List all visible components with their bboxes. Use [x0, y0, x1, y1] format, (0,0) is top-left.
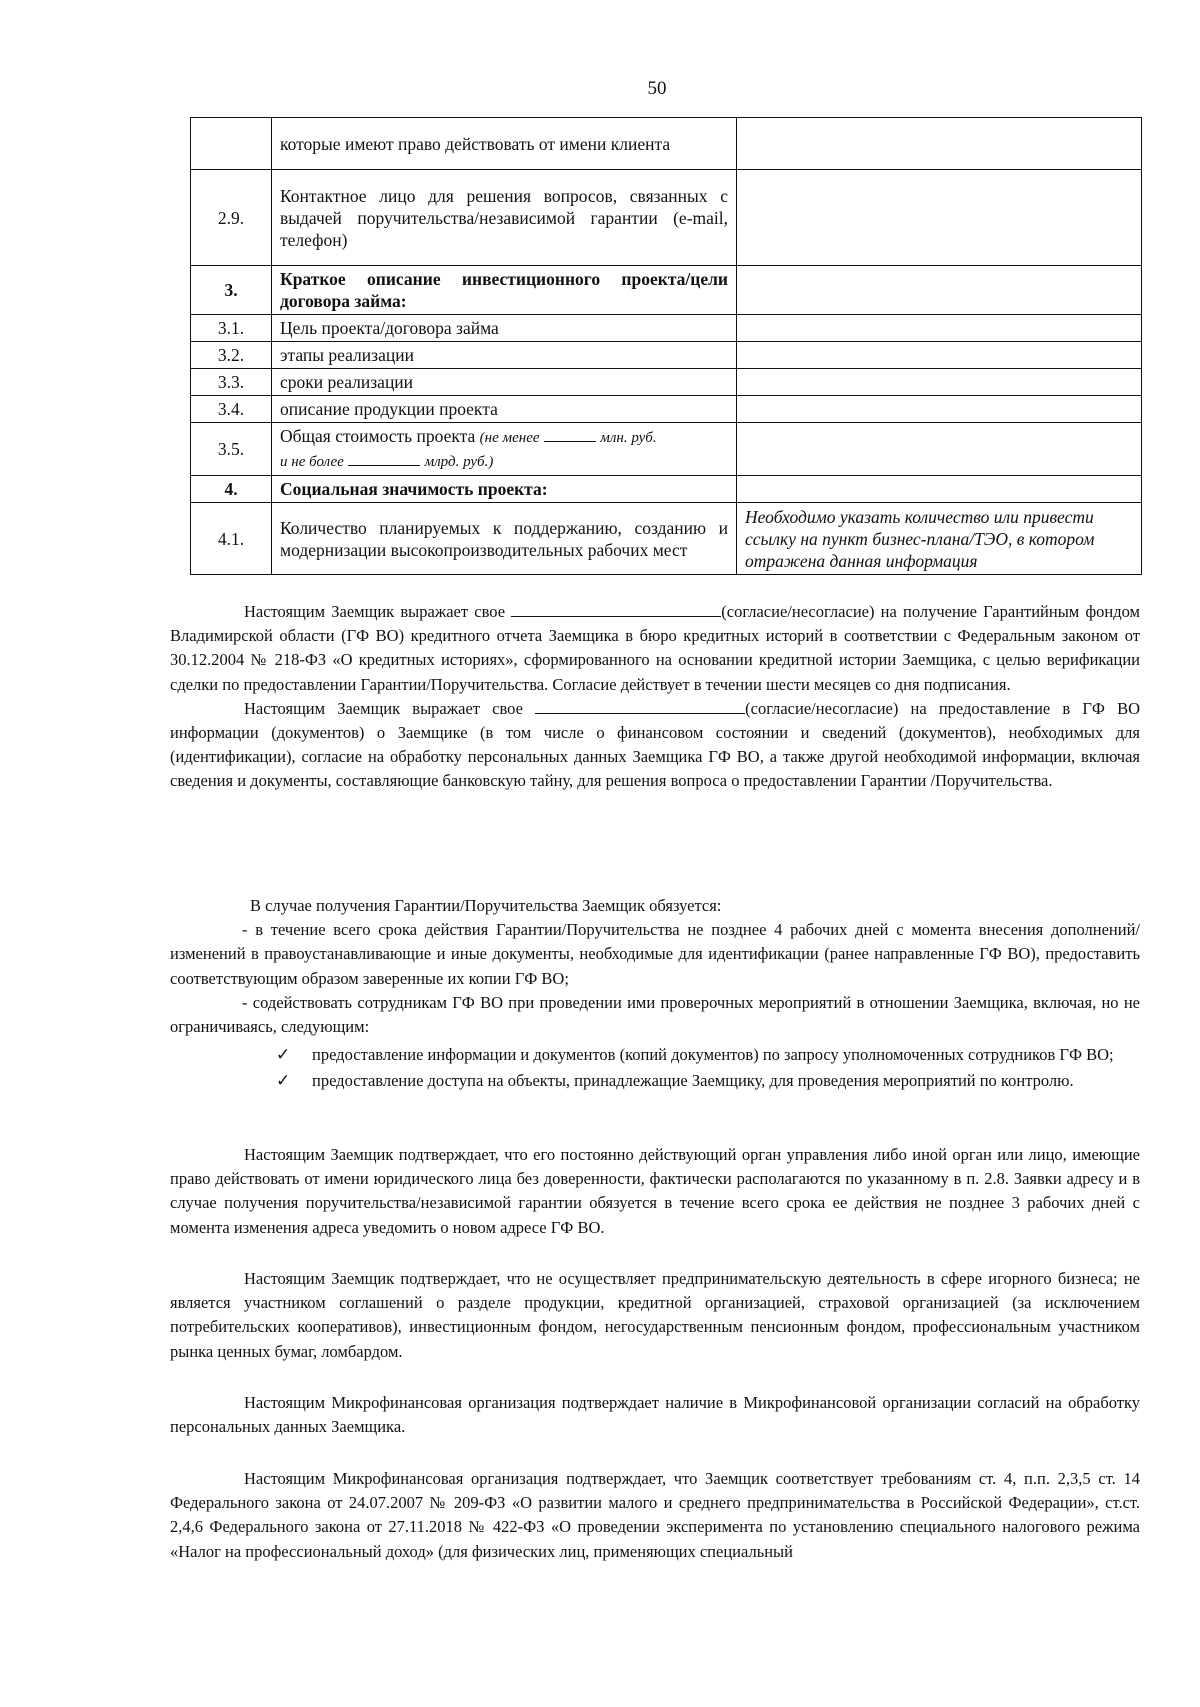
row-description: этапы реализации [272, 342, 737, 369]
row-number: 2.9. [191, 170, 272, 266]
row-number: 3.4. [191, 396, 272, 423]
obligation-item: - в течение всего срока действия Гарантии/Поручительства не позднее 4 рабочих дней с момента внесения дополнений/изменений в правоустанавливающие и иные документы, необходимые для идентификации (ранее направленные ГФ ВО), предоставить соответствующим образом заверенные их копии ГФ ВО; [170, 920, 1140, 988]
consent-lead: Настоящим Заемщик выражает свое [244, 602, 506, 621]
row-value-field[interactable] [737, 369, 1142, 396]
table-row [191, 423, 1142, 476]
row-number: 3.5. [191, 423, 272, 476]
row-value-field[interactable] [737, 476, 1142, 503]
consent-section [170, 600, 1140, 794]
paragraph: Настоящим Заемщик подтверждает, что не осуществляет предпринимательскую деятельность в сфере игорного бизнеса; не является участником соглашений о разделе продукции, кредитной организацией, страховой организацией (за исключением потребительских кооперативов), инвестиционным фондом, негосударственным пенсионным фондом, профессиональным участником рынка ценных бумаг, ломбардом. [170, 1269, 1140, 1361]
cost-min-unit: млн. руб. [600, 430, 657, 446]
consent-blank[interactable] [535, 698, 745, 714]
row-description: Количество планируемых к поддержанию, созданию и модернизации высокопроизводительных рабочих мест [272, 503, 737, 575]
row-description: сроки реализации [272, 369, 737, 396]
consent-body: (согласие/несогласие) на предоставление в ГФ ВО информации (документов) о Заемщике (в том числе о финансовом состоянии и сведений (документов), необходимых для (идентификации), согласие на обработку персональных данных Заемщика ГФ ВО, а также другой необходимой информации, включая сведения и документы, составляющие банковскую тайну, для решения вопроса о предоставлении Гарантии /Поручительства. [170, 698, 1141, 791]
cost-max-unit: млрд. руб.) [424, 454, 494, 470]
row-value-field[interactable] [737, 396, 1142, 423]
consent-paragraph-credit [170, 600, 1140, 697]
row-number: 3.3. [191, 369, 272, 396]
cost-min-label: (не менее [479, 430, 540, 446]
row-number: 4.1. [191, 503, 272, 575]
row-value-field[interactable] [737, 423, 1142, 476]
row-number: 4. [191, 476, 272, 503]
address-confirmation [170, 1143, 1140, 1240]
table-row [191, 369, 1142, 396]
obligation-item: - содействовать сотрудникам ГФ ВО при проведении ими проверочных мероприятий в отношении Заемщика, включая, но не ограничиваясь, следующим: [170, 992, 1140, 1037]
row-value-field[interactable] [737, 118, 1142, 170]
row-description [272, 423, 737, 476]
checkmark-icon: ✓ [276, 1071, 291, 1091]
table-row [191, 503, 1142, 575]
table-row [191, 266, 1142, 315]
row-number: 3.1. [191, 315, 272, 342]
page-number: 50 [647, 78, 667, 99]
table-row [191, 170, 1142, 266]
cost-max-label: и не более [280, 454, 344, 470]
checklist-item [170, 1069, 1140, 1093]
table-row [191, 396, 1142, 423]
obligations-section [170, 894, 1140, 1094]
business-confirmation [170, 1267, 1140, 1364]
table-row [191, 476, 1142, 503]
paragraph: Настоящим Микрофинансовая организация подтверждает наличие в Микрофинансовой организации согласий на обработку персональных данных Заемщика. [170, 1393, 1140, 1437]
cost-label: Общая стоимость проекта [280, 426, 476, 446]
cost-min-blank[interactable] [544, 441, 596, 442]
row-description: которые имеют право действовать от имени клиента [272, 118, 737, 170]
checklist-text: предоставление доступа на объекты, принадлежащие Заемщику, для проведения мероприятий по контролю. [312, 1071, 1074, 1091]
consent-blank[interactable] [511, 601, 721, 617]
row-value-field[interactable] [737, 315, 1142, 342]
row-value-field[interactable] [737, 266, 1142, 315]
checkmark-icon: ✓ [276, 1045, 291, 1065]
row-number [191, 118, 272, 170]
cost-max-blank[interactable] [348, 465, 420, 466]
checklist-text: предоставление информации и документов (копий документов) по запросу уполномоченных сотрудников ГФ ВО; [312, 1045, 1114, 1065]
table-row [191, 118, 1142, 170]
consent-lead: Настоящим Заемщик выражает свое [244, 698, 523, 718]
section-heading: Краткое описание инвестиционного проекта/цели договора займа: [272, 266, 737, 315]
mfo-consent-confirmation [170, 1391, 1140, 1439]
row-number: 3.2. [191, 342, 272, 369]
consent-paragraph-info [170, 697, 1140, 794]
application-table [190, 117, 1142, 575]
row-description: Контактное лицо для решения вопросов, связанных с выдачей поручительства/независимой гарантии (e-mail, телефон) [272, 170, 737, 266]
consent-body: (согласие/несогласие) на получение Гарантийным фондом Владимирской области (ГФ ВО) кредитного отчета Заемщика в бюро кредитных историй в соответствии с Федеральным законом от 30.12.2004 № 218-ФЗ «О кредитных историях», сформированного на основании кредитной истории Заемщика, с целью верификации сделки по предоставлении Гарантии/Поручительства. Согласие действует в течении шести месяцев со дня подписания. [170, 602, 1140, 694]
row-value-field[interactable] [737, 170, 1142, 266]
obligations-heading: В случае получения Гарантии/Поручительства Заемщик обязуется: [250, 896, 722, 915]
checklist-item [170, 1043, 1140, 1067]
row-value-field[interactable] [737, 342, 1142, 369]
table-row [191, 315, 1142, 342]
section-heading: Социальная значимость проекта: [272, 476, 737, 503]
row-description: описание продукции проекта [272, 396, 737, 423]
row-description: Цель проекта/договора займа [272, 315, 737, 342]
mfo-compliance-confirmation [170, 1467, 1140, 1564]
table-row [191, 342, 1142, 369]
paragraph: Настоящим Заемщик подтверждает, что его постоянно действующий орган управления либо иной орган или лицо, имеющие право действовать от имени юридического лица без доверенности, фактически располагаются по указанному в п. 2.8. Заявки адресу и в случае получения поручительства/независимой гарантии обязуется в течение всего срока ее действия не позднее 3 рабочих дней с момента изменения адреса уведомить о новом адресе ГФ ВО. [170, 1145, 1140, 1237]
paragraph: Настоящим Микрофинансовая организация подтверждает, что Заемщик соответствует требованиям ст. 4, п.п. 2,3,5 ст. 14 Федерального закона от 24.07.2007 № 209-ФЗ «О развитии малого и среднего предпринимательства в Российской Федерации», ст.ст. 2,4,6 Федерального закона от 27.11.2018 № 422-ФЗ «О проведении эксперимента по установлению специального налогового режима «Налог на профессиональный доход» (для физических лиц, применяющих специальный [170, 1469, 1140, 1561]
row-number: 3. [191, 266, 272, 315]
row-value-note: Необходимо указать количество или привести ссылку на пункт бизнес-плана/ТЭО, в котором отражена данная информация [737, 503, 1142, 575]
